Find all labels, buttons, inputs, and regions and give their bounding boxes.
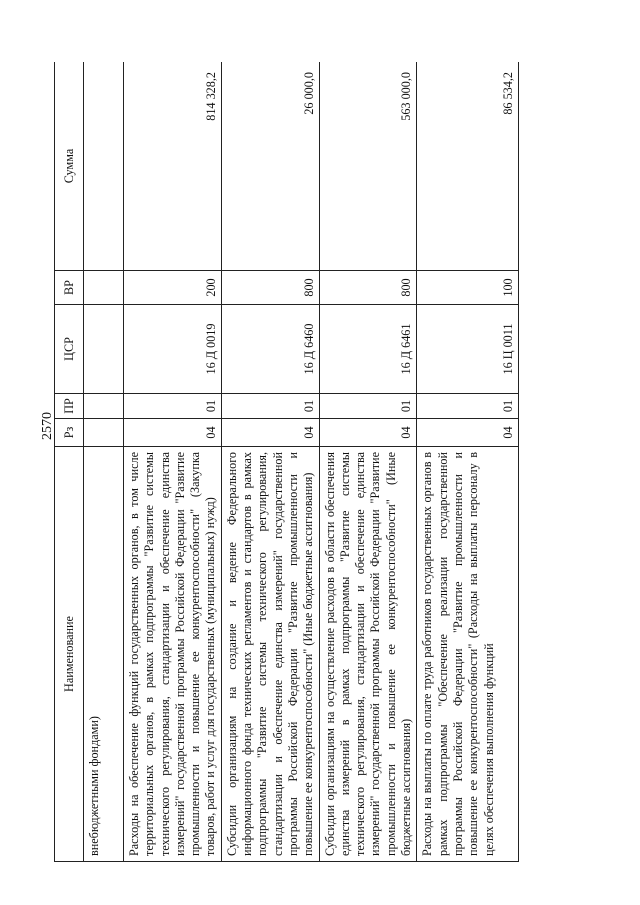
budget-table <box>54 62 519 862</box>
row-sum: 563 000,0 <box>319 62 417 271</box>
table-row <box>84 62 124 862</box>
row-rz: 04 <box>221 419 319 447</box>
row-name: Субсидии организациям на создание и ведение Федерального информационного фонда технических регламентов и стандартов в рамках подпрограммы "Развитие системы технического регулирования, стандартизации и обеспечение единства измерений" государственной программы Российской Федерации "Развитие промышленности и повышение ее конкурентоспособности" (Иные бюджетные ассигнования) <box>221 447 319 862</box>
column-header-csr: ЦСР <box>55 305 84 394</box>
row-vr: 100 <box>417 271 519 305</box>
row-rz: 04 <box>319 419 417 447</box>
row-name: Расходы на обеспечение функций государственных органов, в том числе территориальных органов, в рамках подпрограммы "Развитие системы технического регулирования, стандартизации и обеспечение единства измерений" государственной программы Российской Федерации "Развитие промышленности и повышение ее конкурентоспособности" (Закупка товаров, работ и услуг для государственных (муниципальных) нужд) <box>124 447 222 862</box>
row-csr: 16 Ц 0011 <box>417 305 519 394</box>
rotated-page-content <box>50 62 590 862</box>
row-rz <box>84 419 124 447</box>
row-vr: 200 <box>124 271 222 305</box>
row-vr: 800 <box>221 271 319 305</box>
row-sum <box>84 62 124 271</box>
column-header-name: Наименование <box>55 447 84 862</box>
row-rz: 04 <box>124 419 222 447</box>
table-header-row <box>55 62 84 862</box>
table-row <box>319 62 417 862</box>
row-vr: 800 <box>319 271 417 305</box>
row-name: Субсидии организациям на осуществление расходов в области обеспечения единства измерений в рамках подпрограммы "Развитие системы технического регулирования, стандартизации и обеспечение единства измерений" государственной программы Российской Федерации "Развитие промышленности и повышение ее конкурентоспособности" (Иные бюджетные ассигнования) <box>319 447 417 862</box>
row-sum: 86 534,2 <box>417 62 519 271</box>
table-row <box>417 62 519 862</box>
column-header-pr: ПР <box>55 394 84 419</box>
table-row <box>221 62 319 862</box>
row-pr: 01 <box>124 394 222 419</box>
row-rz: 04 <box>417 419 519 447</box>
column-header-vr: ВР <box>55 271 84 305</box>
row-vr <box>84 271 124 305</box>
table-row <box>124 62 222 862</box>
row-pr <box>84 394 124 419</box>
row-pr: 01 <box>221 394 319 419</box>
column-header-rz: Рз <box>55 419 84 447</box>
row-csr: 16 Д 0019 <box>124 305 222 394</box>
row-csr: 16 Д 6461 <box>319 305 417 394</box>
row-csr: 16 Д 6460 <box>221 305 319 394</box>
table-viewport <box>50 62 550 862</box>
row-pr: 01 <box>417 394 519 419</box>
column-header-sum: Сумма <box>55 62 84 271</box>
row-pr: 01 <box>319 394 417 419</box>
row-name: внебюджетными фондами) <box>84 447 124 862</box>
page-number: 2570 <box>40 412 55 440</box>
row-csr <box>84 305 124 394</box>
row-name: Расходы на выплаты по оплате труда работников государственных органов в рамках подпрограммы "Обеспечение реализации государственной программы Российской Федерации "Развитие промышленности и повышение ее конкурентоспособности" (Расходы на выплаты персоналу в целях обеспечения выполнения функций <box>417 447 519 862</box>
row-sum: 814 328,2 <box>124 62 222 271</box>
row-sum: 26 000,0 <box>221 62 319 271</box>
